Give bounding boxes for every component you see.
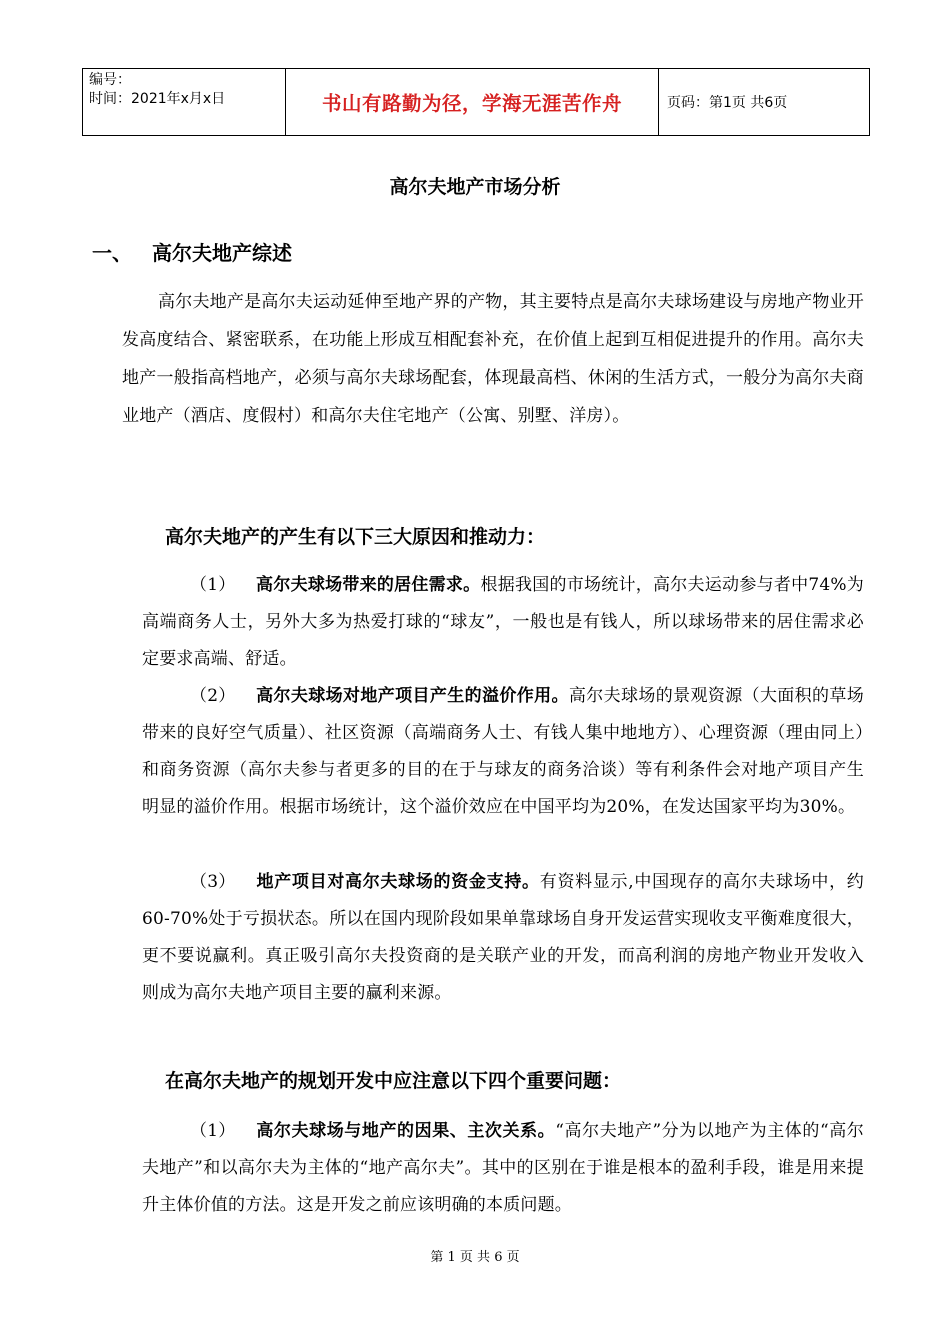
header-left-cell (83, 69, 286, 136)
section3-heading: 在高尔夫地产的规划开发中应注意以下四个重要问题： (165, 1070, 622, 1092)
section1-heading (92, 237, 292, 266)
section2-item-3 (142, 864, 864, 1012)
page-info: 页码：第1页 共6页 (659, 69, 870, 136)
number-label: 编号： (89, 72, 131, 88)
item-number: （3） (190, 872, 236, 892)
date-label: 时间：2021年x月x日 (89, 91, 226, 107)
section2-item-2 (142, 678, 864, 826)
document-title: 高尔夫地产市场分析 (389, 176, 561, 198)
item-bold: 高尔夫球场与地产的因果、主次关系。 (256, 1121, 556, 1141)
header-table (82, 68, 870, 136)
section2-item-1 (142, 567, 864, 678)
item-text: 有资料显示,中国现存的高尔夫球场中，约60-70%处于亏损状态。所以在国内现阶段如果单靠球场自身开发运营实现收支平衡难度很大，更不要说赢利。真正吸引高尔夫投资商的是关联产业的开发，而高利润的房地产物业开发收入则成为高尔夫地产项目主要的赢利来源。 (142, 872, 865, 1003)
section1-heading-text: 高尔夫地产综述 (152, 241, 292, 265)
item-number: （2） (190, 686, 236, 706)
section2-heading: 高尔夫地产的产生有以下三大原因和推动力： (165, 526, 546, 548)
item-number: （1） (190, 575, 236, 595)
item-number: （1） (190, 1121, 236, 1141)
item-text: 高尔夫球场的景观资源（大面积的草场带来的良好空气质量）、社区资源（高端商务人士、有钱人集中地地方）、心理资源（理由同上）和商务资源（高尔夫参与者更多的目的在于与球友的商务洽谈）等有利条件会对地产项目产生明显的溢价作用。根据市场统计，这个溢价效应在中国平均为20%，在发达国家平均为30%。 (142, 686, 864, 817)
item-text: “高尔夫地产”分为以地产为主体的“高尔夫地产”和以高尔夫为主体的“地产高尔夫”。其中的区别在于谁是根本的盈利手段，谁是用来提升主体价值的方法。这是开发之前应该明确的本质问题。 (142, 1121, 864, 1215)
item-bold: 高尔夫球场对地产项目产生的溢价作用。 (256, 686, 569, 706)
section1-number: 一、 (92, 241, 132, 265)
section3-item-1 (142, 1113, 864, 1224)
motto: 书山有路勤为径，学海无涯苦作舟 (286, 69, 659, 136)
section1-paragraph: 高尔夫地产是高尔夫运动延伸至地产界的产物，其主要特点是高尔夫球场建设与房地产物业开发高度结合、紧密联系，在功能上形成互相配套补充，在价值上起到互相促进提升的作用。高尔夫地产一般指高档地产，必须与高尔夫球场配套，体现最高档、休闲的生活方式，一般分为高尔夫商业地产（酒店、度假村）和高尔夫住宅地产（公寓、别墅、洋房）。 (122, 292, 864, 426)
item-bold: 地产项目对高尔夫球场的资金支持。 (256, 872, 540, 892)
page-footer: 第 1 页 共 6 页 (430, 1250, 520, 1265)
item-text: 根据我国的市场统计，高尔夫运动参与者中74%为高端商务人士，另外大多为热爱打球的“球友”，一般也是有钱人，所以球场带来的居住需求必定要求高端、舒适。 (142, 575, 864, 669)
item-bold: 高尔夫球场带来的居住需求。 (256, 575, 481, 595)
